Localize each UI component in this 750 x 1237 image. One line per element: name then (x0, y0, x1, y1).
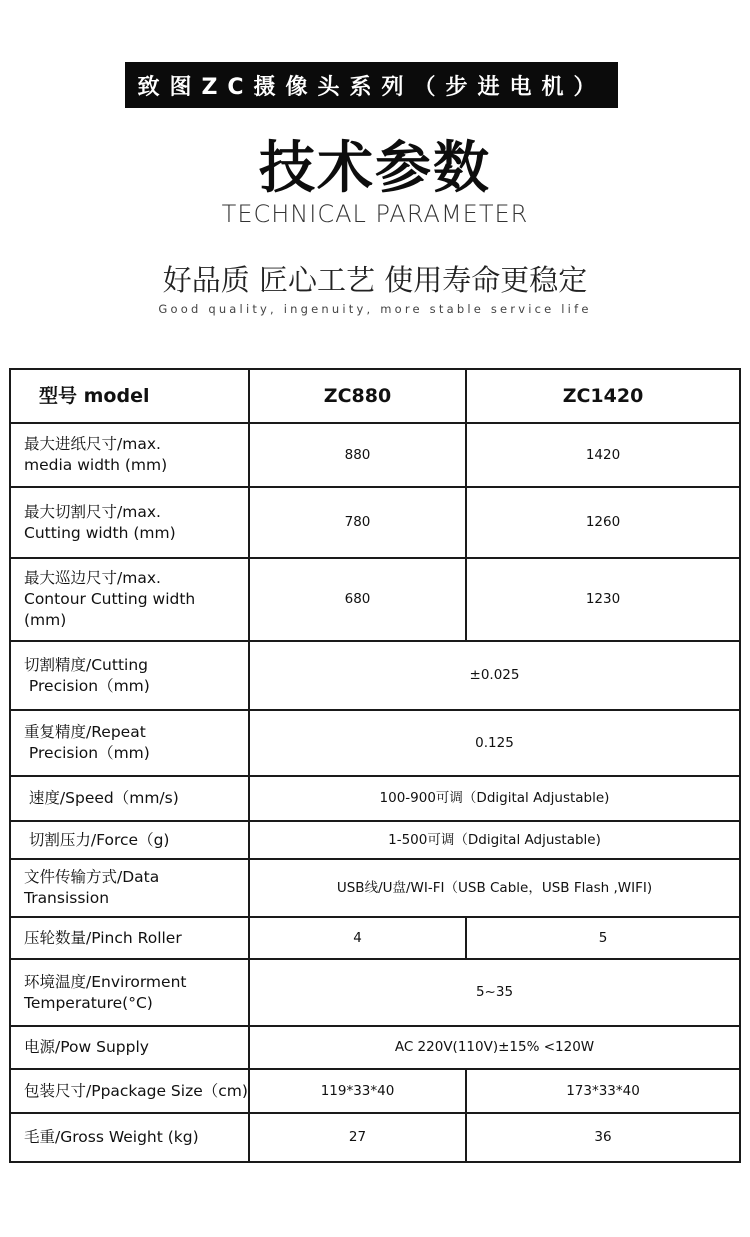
table-row (10, 487, 740, 558)
row-value-shared: 1-500可调（Ddigital Adjustable) (249, 821, 740, 859)
table-row (10, 821, 740, 859)
row-label: 环境温度/Envirorment Temperature(°C) (10, 959, 249, 1026)
header-zc880-cell: ZC880 (249, 369, 466, 423)
row-value-shared: 0.125 (249, 710, 740, 776)
series-banner (125, 62, 618, 108)
header-model-cell: 型号 model (10, 369, 249, 423)
table-row (10, 776, 740, 821)
row-value-shared: 5~35 (249, 959, 740, 1026)
row-value-shared: USB线/U盘/WI-FI（USB Cable，USB Flash ,WIFI) (249, 859, 740, 917)
row-label: 切割压力/Force（g) (10, 821, 249, 859)
row-label: 压轮数量/Pinch Roller (10, 917, 249, 959)
row-label: 最大进纸尺寸/max. media width (mm) (10, 423, 249, 487)
table-row (10, 859, 740, 917)
row-label: 包装尺寸/Ppackage Size（cm) (10, 1069, 249, 1113)
table-row (10, 959, 740, 1026)
table-row (10, 641, 740, 710)
row-value-zc1420: 36 (466, 1113, 740, 1162)
slogan-en: Good quality, ingenuity, more stable service life (158, 302, 592, 316)
row-value-zc1420: 173*33*40 (466, 1069, 740, 1113)
row-value-zc1420: 1260 (466, 487, 740, 558)
row-label: 电源/Pow Supply (10, 1026, 249, 1069)
row-value-shared: AC 220V(110V)±15% <120W (249, 1026, 740, 1069)
row-value-zc880: 880 (249, 423, 466, 487)
row-label: 文件传输方式/Data Transission (10, 859, 249, 917)
table-header-row (10, 369, 740, 423)
row-value-zc880: 119*33*40 (249, 1069, 466, 1113)
slogan-cn: 好品质 匠心工艺 使用寿命更稳定 (162, 263, 588, 297)
page-title: 技术参数 (259, 136, 491, 201)
spec-table (9, 368, 741, 1163)
page-subtitle: TECHNICAL PARAMETER (221, 200, 529, 228)
table-row (10, 1113, 740, 1162)
row-value-zc1420: 5 (466, 917, 740, 959)
row-value-zc880: 780 (249, 487, 466, 558)
row-value-shared: ±0.025 (249, 641, 740, 710)
series-banner-text: 致图ZC摄像头系列（步进电机） (137, 74, 606, 100)
row-value-zc880: 27 (249, 1113, 466, 1162)
table-row (10, 423, 740, 487)
header-zc1420-cell: ZC1420 (466, 369, 740, 423)
row-value-zc1420: 1230 (466, 558, 740, 641)
row-label: 最大巡边尺寸/max. Contour Cutting width (mm) (10, 558, 249, 641)
row-label: 毛重/Gross Weight (kg) (10, 1113, 249, 1162)
row-label: 最大切割尺寸/max. Cutting width (mm) (10, 487, 249, 558)
row-label: 重复精度/Repeat Precision（mm) (10, 710, 249, 776)
table-row (10, 558, 740, 641)
row-value-zc880: 4 (249, 917, 466, 959)
table-row (10, 917, 740, 959)
row-value-shared: 100-900可调（Ddigital Adjustable) (249, 776, 740, 821)
table-row (10, 1069, 740, 1113)
row-value-zc880: 680 (249, 558, 466, 641)
table-row (10, 1026, 740, 1069)
table-row (10, 710, 740, 776)
row-value-zc1420: 1420 (466, 423, 740, 487)
row-label: 切割精度/Cutting Precision（mm) (10, 641, 249, 710)
row-label: 速度/Speed（mm/s) (10, 776, 249, 821)
